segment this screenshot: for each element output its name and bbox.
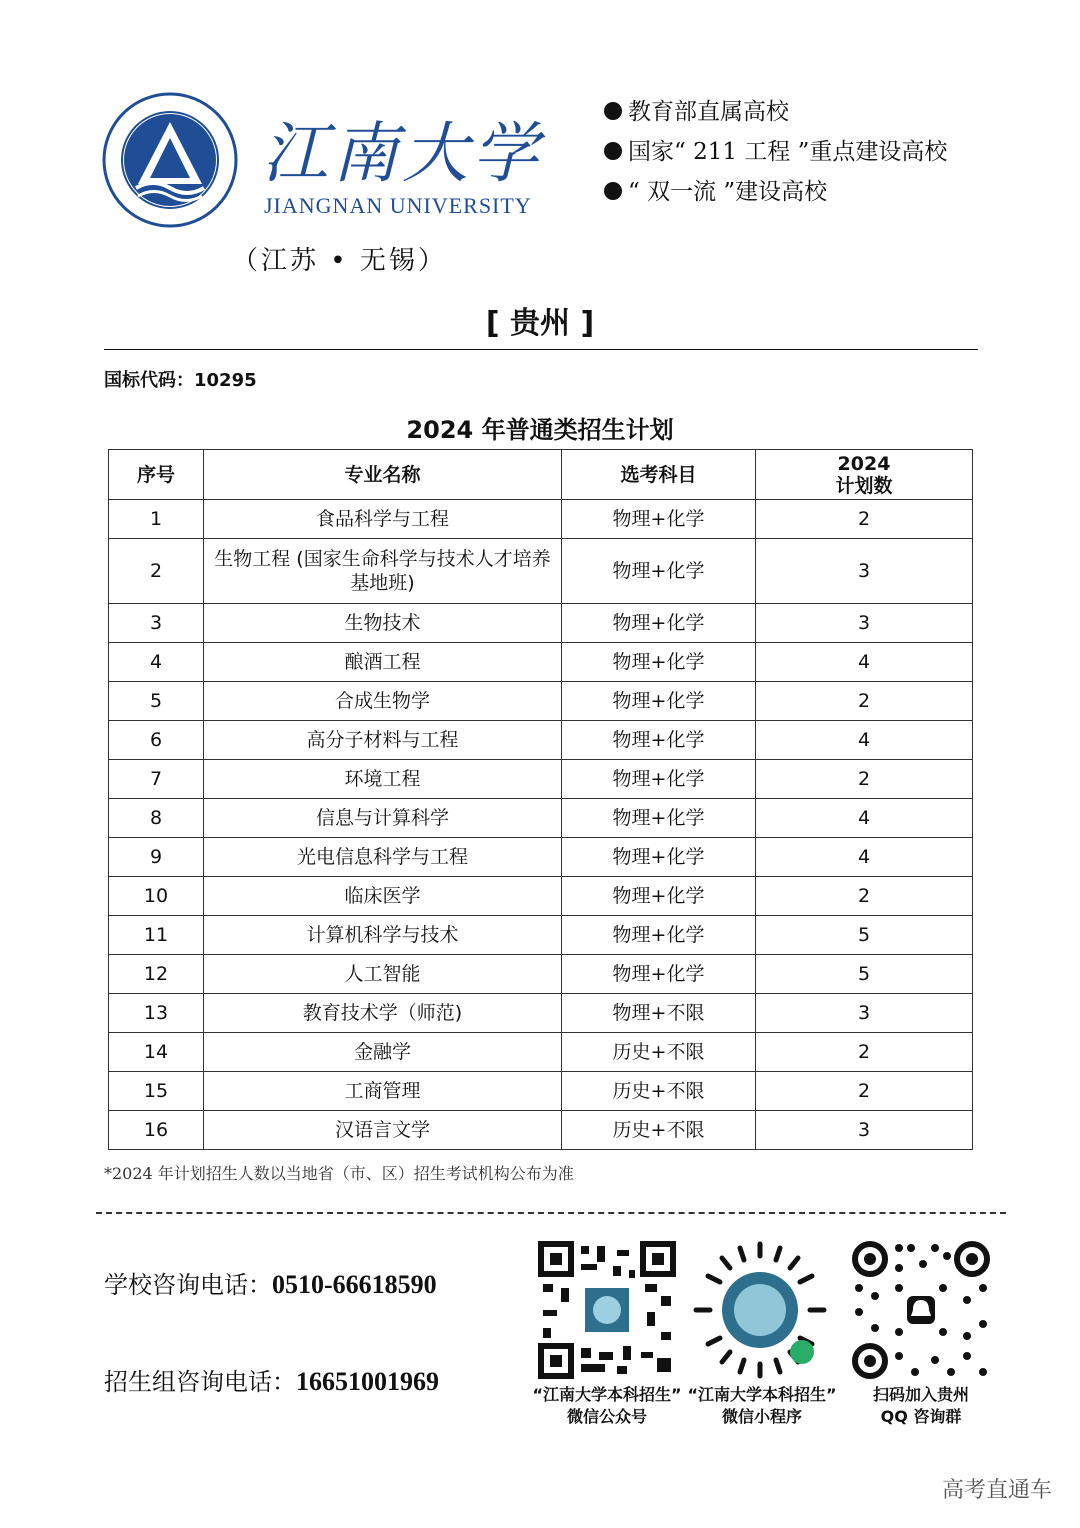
- row-major: 食品科学与工程: [204, 500, 562, 539]
- row-major: 高分子材料与工程: [204, 721, 562, 760]
- header-major: 专业名称: [204, 450, 562, 500]
- row-major: 人工智能: [204, 955, 562, 994]
- row-subjects: 物理+化学: [562, 955, 756, 994]
- row-subjects: 物理+化学: [562, 799, 756, 838]
- university-location: （江苏 • 无锡）: [232, 246, 447, 276]
- university-highlights: [604, 92, 947, 212]
- national-code: 国标代码：10295: [104, 370, 257, 391]
- header-index: 序号: [109, 450, 204, 500]
- table-row: [109, 877, 973, 916]
- row-subjects: 物理+化学: [562, 539, 756, 604]
- header-plan-count: 2024 计划数: [756, 450, 973, 500]
- row-subjects: 物理+化学: [562, 721, 756, 760]
- row-index: 1: [109, 500, 204, 539]
- row-plan-count: 4: [756, 721, 973, 760]
- table-row: [109, 539, 973, 604]
- row-index: 6: [109, 721, 204, 760]
- row-plan-count: 2: [756, 760, 973, 799]
- row-major: 信息与计算科学: [204, 799, 562, 838]
- row-major: 合成生物学: [204, 682, 562, 721]
- university-seal-logo: [102, 92, 238, 228]
- row-plan-count: 3: [756, 994, 973, 1033]
- table-title: 2024 年普通类招生计划: [406, 416, 674, 444]
- row-subjects: 物理+化学: [562, 643, 756, 682]
- group-phone-line: [104, 1362, 439, 1397]
- table-row: [109, 643, 973, 682]
- row-subjects: 历史+不限: [562, 1033, 756, 1072]
- row-subjects: 历史+不限: [562, 1111, 756, 1150]
- row-plan-count: 5: [756, 955, 973, 994]
- row-index: 16: [109, 1111, 204, 1150]
- row-index: 7: [109, 760, 204, 799]
- row-plan-count: 3: [756, 1111, 973, 1150]
- row-plan-count: 4: [756, 799, 973, 838]
- row-index: 11: [109, 916, 204, 955]
- row-index: 8: [109, 799, 204, 838]
- row-major: 生物技术: [204, 604, 562, 643]
- row-subjects: 物理+化学: [562, 838, 756, 877]
- row-major: 工商管理: [204, 1072, 562, 1111]
- row-plan-count: 5: [756, 916, 973, 955]
- row-plan-count: 4: [756, 643, 973, 682]
- row-subjects: 物理+化学: [562, 760, 756, 799]
- row-major: 光电信息科学与工程: [204, 838, 562, 877]
- watermark: 高考直通车: [941, 1478, 1052, 1503]
- row-major: 环境工程: [204, 760, 562, 799]
- header-subjects: 选考科目: [562, 450, 756, 500]
- bullet-icon: [604, 182, 622, 200]
- row-major: 金融学: [204, 1033, 562, 1072]
- row-plan-count: 2: [756, 877, 973, 916]
- row-subjects: 物理+化学: [562, 604, 756, 643]
- row-plan-count: 2: [756, 682, 973, 721]
- school-phone-line: [104, 1265, 437, 1300]
- row-subjects: 物理+化学: [562, 916, 756, 955]
- row-subjects: 历史+不限: [562, 1072, 756, 1111]
- table-row: [109, 760, 973, 799]
- row-plan-count: 2: [756, 1033, 973, 1072]
- row-plan-count: 3: [756, 604, 973, 643]
- row-index: 4: [109, 643, 204, 682]
- divider: [104, 349, 978, 350]
- row-index: 12: [109, 955, 204, 994]
- table-row: [109, 682, 973, 721]
- highlight-item: “ 双一流 ”建设高校: [604, 172, 947, 212]
- enrollment-plan-table: [108, 449, 973, 1150]
- table-row: [109, 604, 973, 643]
- qr-caption-mini-program: “江南大学本科招生” 微信小程序: [687, 1385, 837, 1426]
- qr-caption-qq-group: 扫码加入贵州 QQ 咨询群: [872, 1385, 969, 1426]
- wechat-official-account-qr-icon[interactable]: [537, 1240, 677, 1380]
- row-index: 13: [109, 994, 204, 1033]
- row-major: 计算机科学与技术: [204, 916, 562, 955]
- table-row: [109, 955, 973, 994]
- group-phone-label: 招生组咨询电话：: [104, 1368, 296, 1396]
- row-subjects: 物理+化学: [562, 877, 756, 916]
- qq-group-qr-icon[interactable]: [851, 1240, 991, 1380]
- row-major: 临床医学: [204, 877, 562, 916]
- row-plan-count: 4: [756, 838, 973, 877]
- row-plan-count: 2: [756, 500, 973, 539]
- row-index: 10: [109, 877, 204, 916]
- school-phone-label: 学校咨询电话：: [104, 1271, 272, 1299]
- row-subjects: 物理+化学: [562, 682, 756, 721]
- highlight-item: 国家“ 211 工程 ”重点建设高校: [604, 132, 947, 172]
- row-index: 15: [109, 1072, 204, 1111]
- bullet-icon: [604, 102, 622, 120]
- university-name-english: JIANGNAN UNIVERSITY: [264, 193, 532, 218]
- row-plan-count: 3: [756, 539, 973, 604]
- row-index: 5: [109, 682, 204, 721]
- row-subjects: 物理+化学: [562, 500, 756, 539]
- table-row: [109, 994, 973, 1033]
- row-plan-count: 2: [756, 1072, 973, 1111]
- table-header-row: [109, 450, 973, 500]
- table-row: [109, 1111, 973, 1150]
- table-row: [109, 1072, 973, 1111]
- row-index: 2: [109, 539, 204, 604]
- dashed-divider: [96, 1212, 1006, 1214]
- group-phone-number[interactable]: 16651001969: [296, 1367, 439, 1396]
- bullet-icon: [604, 142, 622, 160]
- qr-caption-official-account: “江南大学本科招生” 微信公众号: [532, 1385, 682, 1426]
- highlight-item: 教育部直属高校: [604, 92, 947, 132]
- school-phone-number[interactable]: 0510-66618590: [272, 1270, 437, 1299]
- row-index: 14: [109, 1033, 204, 1072]
- row-major: 汉语言文学: [204, 1111, 562, 1150]
- table-row: [109, 799, 973, 838]
- table-row: [109, 916, 973, 955]
- table-row: [109, 500, 973, 539]
- university-name-chinese: 江南大学: [262, 115, 542, 192]
- row-index: 3: [109, 604, 204, 643]
- footnote: *2024 年计划招生人数以当地省（市、区）招生考试机构公布为准: [104, 1164, 574, 1183]
- row-index: 9: [109, 838, 204, 877]
- province-title: [ 贵州 ]: [485, 306, 595, 341]
- row-subjects: 物理+不限: [562, 994, 756, 1033]
- row-major: 生物工程 (国家生命科学与技术人才培养基地班): [204, 539, 562, 604]
- table-row: [109, 721, 973, 760]
- table-row: [109, 838, 973, 877]
- row-major: 教育技术学（师范): [204, 994, 562, 1033]
- row-major: 酿酒工程: [204, 643, 562, 682]
- table-row: [109, 1033, 973, 1072]
- wechat-mini-program-qr-icon[interactable]: [690, 1240, 830, 1380]
